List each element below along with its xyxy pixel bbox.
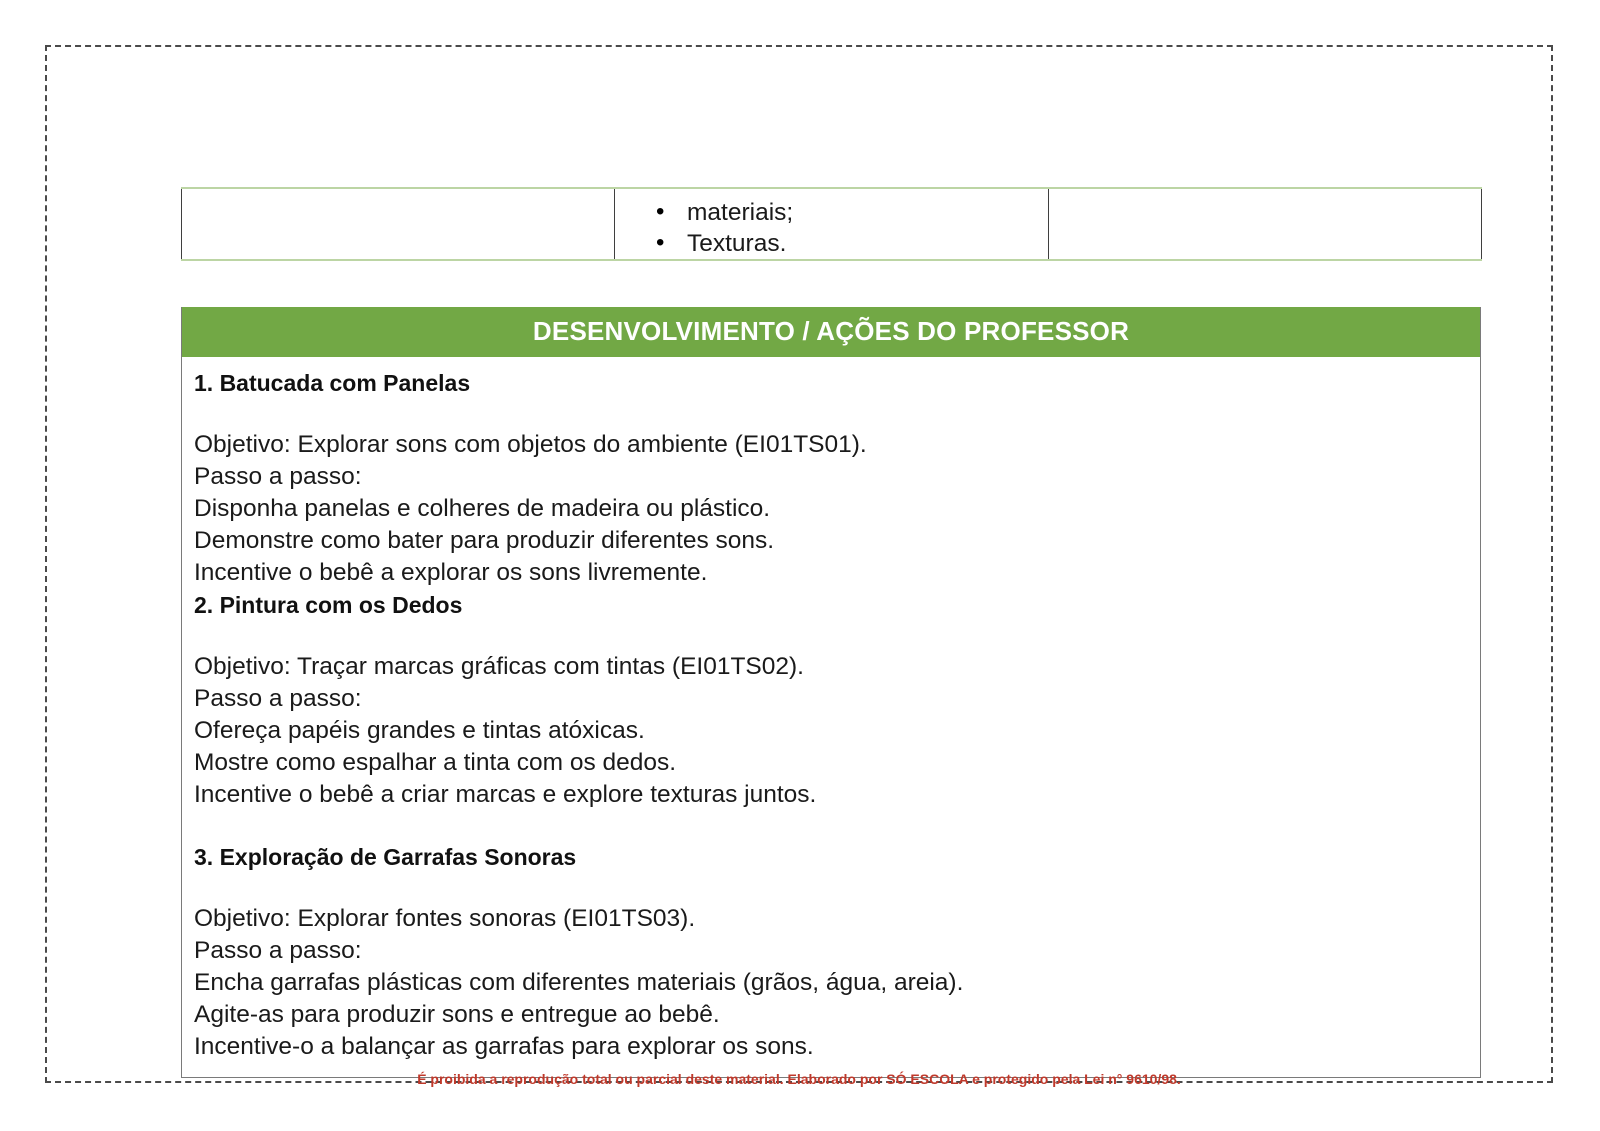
activity-line: Incentive o bebê a explorar os sons livremente. — [194, 558, 708, 586]
activity-line: Passo a passo: — [194, 684, 362, 712]
activity-line: Passo a passo: — [194, 936, 362, 964]
activity-line: Objetivo: Explorar sons com objetos do ambiente (EI01TS01). — [194, 430, 867, 458]
document-content — [181, 187, 1481, 1078]
activity-line: Incentive-o a balançar as garrafas para explorar os sons. — [194, 1032, 814, 1060]
table-cell-left — [182, 188, 615, 260]
copyright-footer: É proibida a reprodução total ou parcial deste material. Elaborado por SÓ ESCOLA e protegido pela Lei n° 9610/98. — [417, 1071, 1181, 1087]
activity-line: Passo a passo: — [194, 462, 362, 490]
list-item: • materiais; — [687, 197, 1048, 228]
table-cell-middle — [615, 188, 1049, 260]
activity-line: Incentive o bebê a criar marcas e explore texturas juntos. — [194, 780, 817, 808]
activity-line: Disponha panelas e colheres de madeira ou plástico. — [194, 494, 771, 522]
activity-title-3: 3. Exploração de Garrafas Sonoras — [194, 843, 577, 870]
spacer — [194, 399, 1480, 429]
activity-line: Objetivo: Traçar marcas gráficas com tintas (EI01TS02). — [194, 652, 804, 680]
section-header-title: DESENVOLVIMENTO / AÇÕES DO PROFESSOR — [182, 307, 1480, 357]
table-row — [182, 188, 1482, 260]
activity-title-2: 2. Pintura com os Dedos — [194, 591, 463, 618]
development-section-box — [181, 307, 1481, 1078]
activity-line: Ofereça papéis grandes e tintas atóxicas. — [194, 716, 645, 744]
page-dashed-frame — [45, 45, 1553, 1087]
activity-line: Mostre como espalhar a tinta com os dedos. — [194, 748, 677, 776]
activity-line: Agite-as para produzir sons e entregue ao bebê. — [194, 1000, 720, 1028]
materials-bullet-list — [615, 189, 1048, 259]
top-partial-table — [181, 187, 1482, 261]
table-cell-right — [1049, 188, 1482, 260]
spacer — [194, 873, 1480, 903]
spacer — [194, 621, 1480, 651]
section-body — [182, 357, 1480, 1077]
activity-line: Demonstre como bater para produzir diferentes sons. — [194, 526, 775, 554]
list-item: • Texturas. — [687, 228, 1048, 259]
activity-title-1: 1. Batucada com Panelas — [194, 369, 471, 396]
activity-line: Encha garrafas plásticas com diferentes materiais (grãos, água, areia). — [194, 968, 964, 996]
activity-line: Objetivo: Explorar fontes sonoras (EI01TS03). — [194, 904, 696, 932]
